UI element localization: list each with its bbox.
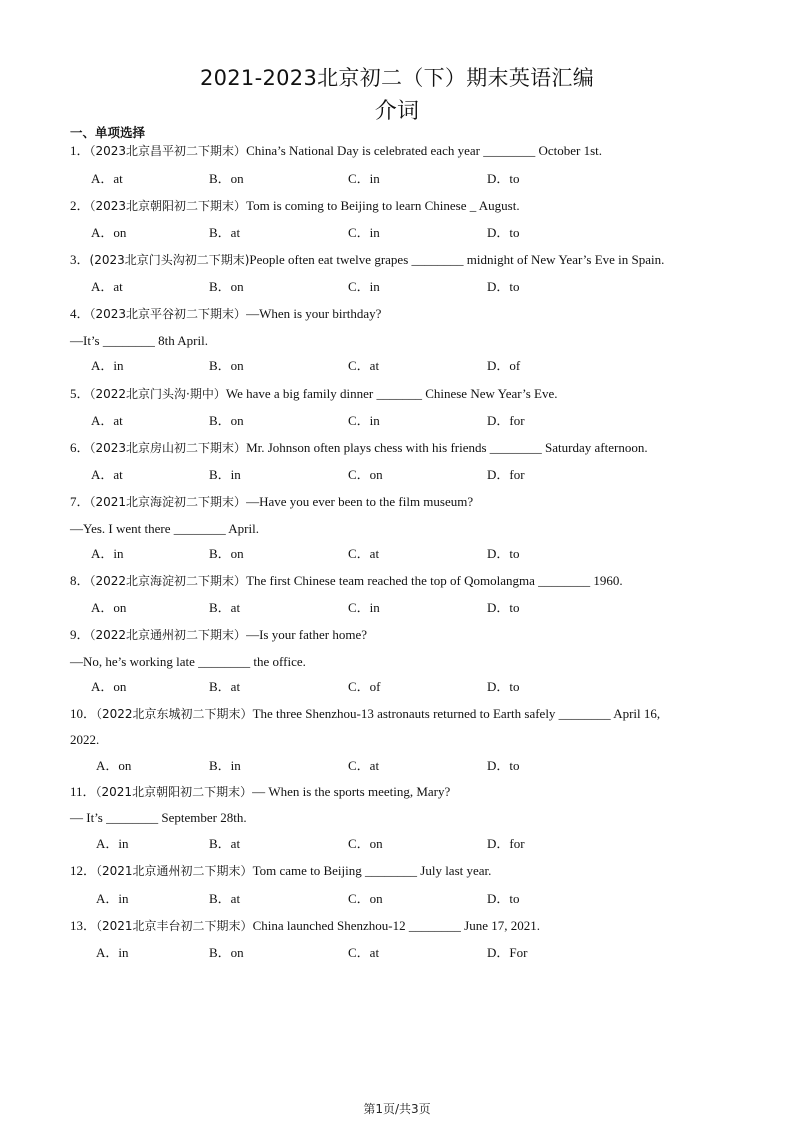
question-stem — [70, 863, 491, 879]
document-subtitle: 介词 — [374, 99, 420, 124]
question-text: We have a big family dinner _______ Chinese New Year’s Eve. — [225, 386, 558, 401]
answer-option-a[interactable]: A．in — [91, 546, 124, 561]
answer-option-d[interactable]: D．to — [487, 546, 520, 561]
question-source: （2021北京朝阳初二下期末） — [95, 785, 253, 799]
question-text-continued: —It’s ________ 8th April. — [70, 333, 208, 348]
section-heading: 一、单项选择 — [70, 125, 146, 140]
question-text: People often eat twelve grapes ________ midnight of New Year’s Eve in Spain. — [249, 252, 665, 267]
question-stem — [70, 440, 648, 456]
answer-option-c[interactable]: C．in — [348, 413, 380, 428]
answer-option-b[interactable]: B．at — [209, 600, 241, 615]
answer-option-d[interactable]: D．for — [487, 413, 525, 428]
page-footer: 第1页/共3页 — [363, 1102, 431, 1116]
question-text: —Is your father home? — [246, 627, 367, 642]
question-source: （2023北京昌平初二下期末） — [89, 144, 247, 158]
question-text: China launched Shenzhou-12 ________ June 17, 2021. — [252, 918, 540, 933]
question-text: —Have you ever been to the film museum? — [246, 494, 474, 509]
answer-option-a[interactable]: A．on — [91, 225, 127, 240]
question-number: 11． — [70, 784, 96, 799]
question-source: （2021北京海淀初二下期末） — [89, 495, 247, 509]
answer-option-d[interactable]: D．to — [487, 679, 520, 694]
answer-option-c[interactable]: C．in — [348, 225, 380, 240]
answer-option-a[interactable]: A．on — [91, 679, 127, 694]
answer-option-c[interactable]: C．at — [348, 758, 380, 773]
question-number: 2． — [70, 198, 90, 213]
question-number: 9． — [70, 627, 90, 642]
question-stem — [70, 198, 520, 214]
question-text-continued: — It’s ________ September 28th. — [70, 810, 247, 825]
question-text-continued: —Yes. I went there ________ April. — [70, 521, 259, 536]
answer-option-a[interactable]: A．in — [96, 945, 129, 960]
question-stem — [70, 386, 557, 402]
answer-option-d[interactable]: D．to — [487, 279, 520, 294]
answer-option-b[interactable]: B．on — [209, 413, 244, 428]
answer-option-d[interactable]: D．to — [487, 171, 520, 186]
answer-option-d[interactable]: D．to — [487, 225, 520, 240]
answer-option-b[interactable]: B．on — [209, 546, 244, 561]
question-source: （2023北京平谷初二下期末） — [89, 307, 247, 321]
answer-option-b[interactable]: B．at — [209, 891, 241, 906]
question-stem — [70, 494, 473, 510]
question-number: 8． — [70, 573, 90, 588]
question-text: Tom is coming to Beijing to learn Chinese _ August. — [246, 198, 520, 213]
question-source: (2023北京门头沟初二下期末) — [89, 253, 250, 267]
answer-option-b[interactable]: B．on — [209, 358, 244, 373]
question-stem — [70, 143, 602, 159]
answer-option-b[interactable]: B．on — [209, 945, 244, 960]
answer-option-d[interactable]: D．to — [487, 891, 520, 906]
answer-option-c[interactable]: C．at — [348, 945, 380, 960]
answer-option-d[interactable]: D．for — [487, 467, 525, 482]
answer-option-c[interactable]: C．on — [348, 836, 383, 851]
question-stem — [70, 252, 664, 268]
answer-option-b[interactable]: B．on — [209, 279, 244, 294]
question-number: 6． — [70, 440, 90, 455]
question-text: China’s National Day is celebrated each year ________ October 1st. — [246, 143, 603, 158]
answer-option-d[interactable]: D．to — [487, 600, 520, 615]
question-text-continued: —No, he’s working late ________ the office. — [70, 654, 306, 669]
question-text-continued: 2022. — [70, 732, 100, 747]
answer-option-a[interactable]: A．on — [96, 758, 132, 773]
answer-option-d[interactable]: D．to — [487, 758, 520, 773]
answer-option-a[interactable]: A．in — [96, 891, 129, 906]
answer-option-b[interactable]: B．at — [209, 679, 241, 694]
question-number: 1． — [70, 143, 90, 158]
question-source: （2023北京朝阳初二下期末） — [89, 199, 247, 213]
answer-option-b[interactable]: B．at — [209, 225, 241, 240]
answer-option-a[interactable]: A．on — [91, 600, 127, 615]
question-text: —When is your birthday? — [246, 306, 382, 321]
answer-option-b[interactable]: B．at — [209, 836, 241, 851]
question-source: （2021北京丰台初二下期末） — [96, 919, 253, 933]
answer-option-b[interactable]: B．on — [209, 171, 244, 186]
question-stem — [70, 306, 381, 322]
answer-option-d[interactable]: D．for — [487, 836, 525, 851]
answer-option-d[interactable]: D．of — [487, 358, 521, 373]
question-number: 5． — [70, 386, 90, 401]
question-source: （2021北京通州初二下期末） — [96, 864, 253, 878]
answer-option-a[interactable]: A．at — [91, 279, 123, 294]
question-number: 4． — [70, 306, 90, 321]
answer-option-c[interactable]: C．in — [348, 279, 380, 294]
question-number: 3． — [70, 252, 90, 267]
question-stem — [70, 706, 660, 722]
answer-option-c[interactable]: C．of — [348, 679, 381, 694]
answer-option-c[interactable]: C．in — [348, 171, 380, 186]
answer-option-c[interactable]: C．on — [348, 891, 383, 906]
answer-option-c[interactable]: C．at — [348, 358, 380, 373]
question-stem — [70, 918, 540, 934]
question-stem — [70, 784, 450, 800]
question-source: （2022北京通州初二下期末） — [89, 628, 247, 642]
answer-option-a[interactable]: A．in — [96, 836, 129, 851]
question-source: （2022北京海淀初二下期末） — [89, 574, 247, 588]
question-stem — [70, 627, 367, 643]
question-source: （2022北京门头沟·期中） — [89, 387, 226, 401]
question-number: 12． — [70, 863, 97, 878]
answer-option-c[interactable]: C．at — [348, 546, 380, 561]
answer-option-a[interactable]: A．at — [91, 413, 123, 428]
answer-option-d[interactable]: D．For — [487, 945, 528, 960]
question-stem — [70, 573, 623, 589]
answer-option-c[interactable]: C．in — [348, 600, 380, 615]
question-source: （2023北京房山初二下期末） — [89, 441, 247, 455]
question-number: 13． — [70, 918, 97, 933]
question-text: — When is the sports meeting, Mary? — [252, 784, 451, 799]
document-title: 2021-2023北京初二（下）期末英语汇编 — [199, 66, 595, 90]
question-text: Mr. Johnson often plays chess with his friends ________ Saturday afternoon. — [246, 440, 648, 455]
answer-option-b[interactable]: B．in — [209, 758, 241, 773]
answer-option-a[interactable]: A．at — [91, 467, 123, 482]
question-text: Tom came to Beijing ________ July last year. — [252, 863, 492, 878]
answer-option-a[interactable]: A．at — [91, 171, 123, 186]
question-source: （2022北京东城初二下期末） — [96, 707, 253, 721]
question-number: 10． — [70, 706, 97, 721]
answer-option-b[interactable]: B．in — [209, 467, 241, 482]
question-text: The three Shenzhou-13 astronauts returned to Earth safely ________ April 16, — [252, 706, 661, 721]
answer-option-c[interactable]: C．on — [348, 467, 383, 482]
question-text: The first Chinese team reached the top of Qomolangma ________ 1960. — [246, 573, 623, 588]
question-number: 7． — [70, 494, 90, 509]
answer-option-a[interactable]: A．in — [91, 358, 124, 373]
